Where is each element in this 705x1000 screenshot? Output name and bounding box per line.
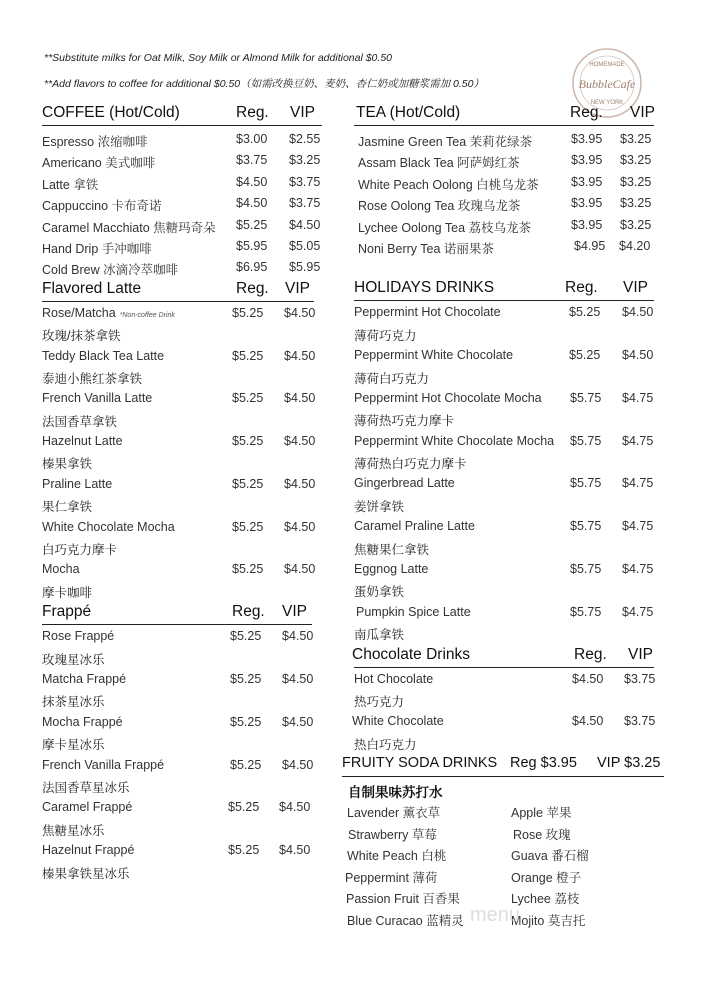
soda-flavor-right: Rose 玫瑰 — [513, 827, 571, 842]
item-name-text: Caramel Praline Latte — [354, 519, 475, 534]
item-name — [42, 153, 155, 171]
item-name — [42, 562, 80, 576]
item-vip-price: $3.75 — [624, 714, 656, 729]
soda-flavor-left: Peppermint 薄荷 — [345, 870, 438, 885]
item-name — [358, 218, 531, 236]
item-name — [358, 239, 494, 257]
item-name — [42, 391, 152, 405]
item-reg-price: $4.50 — [572, 671, 604, 686]
item-name-text: White Chocolate — [352, 714, 444, 729]
item-vip-price: $2.55 — [289, 132, 321, 146]
item-reg-price: $3.95 — [571, 217, 603, 232]
item-name — [354, 305, 501, 319]
item-name-text: Hazelnut Latte — [42, 434, 123, 449]
menu-item-row — [42, 431, 314, 452]
item-chinese-row — [354, 580, 654, 601]
item-vip-price: $4.50 — [622, 348, 654, 363]
item-reg-price: $5.75 — [570, 390, 602, 405]
soda-flavor-right: Mojito 莫吉托 — [511, 913, 586, 928]
menu-item-row — [42, 388, 314, 409]
item-reg-price: $3.95 — [571, 132, 603, 146]
item-name-text: Latte 拿铁 — [42, 177, 99, 192]
item-name-text: Rose Oolong Tea 玫瑰乌龙茶 — [358, 199, 521, 214]
item-reg-price: $3.00 — [236, 132, 268, 146]
menu-item-row — [42, 193, 322, 214]
item-chinese-name: 法国香草拿铁 — [42, 414, 118, 429]
item-name-text: Teddy Black Tea Latte — [42, 348, 165, 363]
menu-item-row — [42, 257, 322, 278]
item-vip-price: $3.75 — [624, 671, 656, 686]
item-reg-price: $5.75 — [570, 476, 602, 491]
item-name-text: Mocha Frappé — [42, 714, 123, 729]
item-name-text: Eggnog Latte — [354, 562, 429, 577]
item-vip-price: $4.50 — [289, 217, 321, 232]
item-chinese-row — [42, 819, 312, 840]
item-vip-price: $4.50 — [282, 714, 314, 729]
item-name — [356, 605, 471, 619]
add-flavor-note: **Add flavors to coffee for additional $0.50（如需改换豆奶、麦奶、杏仁奶或加糖浆需加 0.50） — [44, 78, 484, 90]
item-vip-price: $4.75 — [622, 519, 654, 534]
item-chinese-name: 热白巧克力 — [354, 737, 417, 752]
item-name-text: Hand Drip 手冲咖啡 — [42, 241, 152, 256]
holidays-vip-label: VIP — [623, 279, 648, 297]
item-chinese-name: 焦糖星冰乐 — [42, 823, 105, 838]
flavored-latte-header — [42, 279, 314, 302]
soda-flavor-left: Strawberry 草莓 — [348, 827, 437, 842]
item-vip-price: $4.75 — [622, 476, 654, 491]
item-vip-price: $4.50 — [279, 843, 311, 858]
item-name-text: Caramel Macchiato 焦糖玛奇朵 — [42, 220, 216, 235]
soda-subtitle: 自制果味苏打水 — [348, 785, 443, 801]
menu-item-row — [42, 626, 312, 647]
logo-bottom-text: NEW YORK — [590, 100, 624, 106]
soda-flavor-right: Apple 苹果 — [511, 806, 572, 821]
frappe-header — [42, 602, 312, 625]
item-chinese-row — [42, 495, 314, 516]
item-name-text: Cold Brew 冰滴冷萃咖啡 — [42, 263, 179, 278]
chocolate-title: Chocolate Drinks — [352, 645, 471, 663]
item-chinese-name: 泰迪小熊红茶拿铁 — [42, 371, 143, 386]
item-reg-price: $5.25 — [569, 348, 601, 363]
item-vip-price: $3.75 — [289, 196, 321, 211]
item-reg-price: $5.25 — [236, 217, 268, 232]
item-name-text: Praline Latte — [42, 476, 113, 491]
item-reg-price: $4.50 — [236, 196, 268, 211]
item-chinese-row — [42, 862, 312, 883]
item-chinese-name: 薄荷热巧克力摩卡 — [354, 414, 455, 429]
chocolate-header — [354, 645, 654, 668]
item-chinese-row — [42, 410, 314, 431]
menu-item-row — [42, 797, 312, 818]
item-vip-price: $4.50 — [284, 434, 316, 449]
item-chinese-row — [354, 733, 654, 754]
watermark: menu — [470, 904, 521, 926]
item-vip-price: $4.50 — [284, 476, 316, 491]
item-chinese-name: 南瓜拿铁 — [354, 628, 405, 643]
item-chinese-row — [42, 690, 312, 711]
menu-item-row — [42, 712, 312, 733]
item-vip-price: $5.95 — [289, 260, 321, 275]
menu-item-row — [354, 345, 654, 366]
item-reg-price: $5.25 — [569, 305, 601, 320]
item-name-text: Peppermint White Chocolate — [354, 348, 514, 363]
coffee-vip-label: VIP — [290, 104, 315, 121]
item-name-text: Rose Frappé — [42, 629, 115, 644]
item-name-text: Espresso 浓缩咖啡 — [42, 135, 148, 149]
item-name — [354, 434, 554, 448]
tea-vip-label: VIP — [630, 104, 655, 121]
coffee-list — [42, 126, 322, 279]
item-reg-price: $5.75 — [570, 604, 602, 619]
frappe-title: Frappé — [42, 603, 92, 621]
item-reg-price: $5.25 — [232, 434, 264, 449]
item-chinese-row — [42, 324, 314, 345]
item-reg-price: $3.95 — [571, 153, 603, 168]
soda-flavor-left: Blue Curacao 蓝精灵 — [347, 913, 464, 928]
menu-item-row — [42, 215, 322, 236]
flavored-latte-reg-label: Reg. — [236, 279, 269, 297]
tea-header — [354, 103, 654, 126]
soda-title: FRUITY SODA DRINKS — [342, 755, 498, 772]
right-column — [342, 103, 661, 930]
item-chinese-row — [42, 776, 312, 797]
coffee-section — [42, 103, 322, 279]
item-name-text: Mocha — [42, 562, 80, 577]
item-vip-price: $3.75 — [289, 174, 321, 189]
menu-item-row — [42, 755, 312, 776]
chocolate-reg-label: Reg. — [574, 645, 607, 663]
item-vip-price: $4.75 — [622, 433, 654, 448]
menu-item-row — [354, 711, 654, 732]
soda-flavor-row — [342, 844, 664, 866]
item-chinese-row — [42, 648, 312, 669]
item-vip-price: $4.50 — [284, 348, 316, 363]
holidays-header — [354, 278, 654, 301]
menu-item-row — [354, 172, 654, 193]
soda-vip-price: VIP $3.25 — [597, 755, 661, 772]
item-chinese-row — [42, 452, 314, 473]
item-reg-price: $5.75 — [570, 562, 602, 577]
logo-name: BubbleCafe — [578, 77, 636, 91]
menu-item-row — [354, 215, 654, 236]
item-name — [42, 843, 134, 857]
holidays-title: HOLIDAYS DRINKS — [354, 279, 495, 297]
menu-item-row — [354, 236, 654, 257]
item-reg-price: $5.25 — [228, 843, 260, 858]
item-reg-price: $5.25 — [230, 671, 262, 686]
item-vip-price: $4.50 — [284, 305, 316, 320]
item-name-text: Jasmine Green Tea 茉莉花绿茶 — [358, 135, 533, 149]
item-name — [42, 758, 164, 772]
item-note: *Non-coffee Drink — [119, 311, 175, 319]
soda-flavor-right: Orange 橙子 — [511, 870, 582, 885]
coffee-header — [42, 103, 322, 126]
item-name-text: Peppermint Hot Chocolate — [354, 305, 501, 320]
item-reg-price: $5.25 — [230, 714, 262, 729]
item-name — [42, 672, 126, 686]
item-name — [42, 306, 175, 320]
menu-item-row — [42, 236, 322, 257]
item-name-text: Peppermint Hot Chocolate Mocha — [354, 390, 542, 405]
item-name-text: Pumpkin Spice Latte — [356, 604, 471, 619]
item-chinese-name: 摩卡咖啡 — [42, 585, 93, 600]
holidays-list — [354, 301, 654, 644]
item-vip-price: $4.50 — [284, 562, 316, 577]
soda-flavor-right: Guava 番石榴 — [511, 849, 589, 864]
item-name — [42, 715, 123, 729]
soda-flavor-right: Lychee 荔枝 — [511, 892, 580, 907]
item-name — [42, 629, 114, 643]
item-chinese-name: 热巧克力 — [354, 694, 405, 709]
item-name — [42, 800, 132, 814]
item-chinese-name: 薄荷热白巧克力摩卡 — [354, 457, 467, 472]
item-name — [354, 348, 513, 362]
item-chinese-name: 果仁拿铁 — [42, 500, 93, 515]
item-reg-price: $5.25 — [230, 757, 262, 772]
item-vip-price: $4.50 — [284, 519, 316, 534]
menu-item-row — [42, 172, 322, 193]
item-name — [42, 239, 152, 257]
item-chinese-name: 薄荷白巧克力 — [354, 371, 430, 386]
menu-item-row — [354, 602, 654, 623]
item-name — [42, 260, 178, 278]
item-name — [354, 562, 428, 576]
item-name — [358, 132, 532, 150]
soda-flavor-row — [342, 866, 664, 888]
item-reg-price: $5.75 — [570, 519, 602, 534]
item-name-text: White Peach Oolong 白桃乌龙茶 — [358, 177, 539, 192]
item-chinese-name: 玫瑰星冰乐 — [42, 652, 105, 667]
item-reg-price: $5.25 — [232, 391, 264, 406]
item-vip-price: $4.50 — [282, 757, 314, 772]
item-chinese-row — [354, 324, 654, 345]
item-reg-price: $5.75 — [570, 433, 602, 448]
tea-reg-label: Reg. — [570, 104, 603, 121]
menu-item-row — [354, 516, 654, 537]
item-reg-price: $5.25 — [232, 562, 264, 577]
item-chinese-row — [42, 733, 312, 754]
menu-item-row — [42, 474, 314, 495]
flavored-latte-list — [42, 302, 314, 602]
item-reg-price: $4.95 — [574, 238, 606, 253]
menu-item-row — [42, 346, 314, 367]
item-chinese-name: 蛋奶拿铁 — [354, 585, 405, 600]
item-name-text: Gingerbread Latte — [354, 476, 455, 491]
item-name — [42, 218, 216, 236]
chocolate-list — [354, 668, 654, 755]
frappe-section — [42, 602, 312, 883]
item-chinese-name: 榛果拿铁星冰乐 — [42, 866, 130, 881]
menu-item-row — [354, 193, 654, 214]
coffee-title: COFFEE (Hot/Cold) — [42, 104, 180, 121]
item-vip-price: $3.25 — [289, 153, 321, 168]
item-name-text: Matcha Frappé — [42, 671, 127, 686]
flavored-latte-vip-label: VIP — [285, 279, 310, 297]
item-vip-price: $4.50 — [282, 629, 314, 644]
chocolate-vip-label: VIP — [628, 645, 653, 663]
menu-item-row — [42, 669, 312, 690]
holidays-section — [354, 278, 654, 644]
item-reg-price: $5.95 — [236, 238, 268, 253]
item-name-text: Hazelnut Frappé — [42, 843, 135, 858]
item-vip-price: $4.50 — [622, 305, 654, 320]
flavored-latte-section — [42, 279, 314, 602]
item-vip-price: $4.75 — [622, 390, 654, 405]
item-vip-price: $4.50 — [279, 800, 311, 815]
item-vip-price: $4.50 — [282, 671, 314, 686]
soda-reg-price: Reg $3.95 — [510, 755, 577, 772]
item-chinese-row — [42, 538, 314, 559]
item-chinese-name: 姜饼拿铁 — [354, 499, 405, 514]
item-reg-price: $3.95 — [571, 196, 603, 211]
item-reg-price: $5.25 — [232, 305, 264, 320]
frappe-vip-label: VIP — [282, 603, 307, 621]
tea-title: TEA (Hot/Cold) — [356, 104, 461, 121]
item-chinese-name: 榛果拿铁 — [42, 457, 93, 472]
item-name — [42, 349, 164, 363]
item-vip-price: $3.25 — [620, 196, 652, 211]
item-reg-price: $6.95 — [236, 260, 268, 275]
item-name-text: Noni Berry Tea 诺丽果茶 — [358, 241, 494, 256]
item-name-text: Hot Chocolate — [354, 671, 434, 686]
soda-flavor-left: White Peach 白桃 — [347, 849, 447, 864]
item-reg-price: $3.75 — [236, 153, 268, 168]
item-name — [354, 672, 433, 686]
item-chinese-name: 抹茶星冰乐 — [42, 695, 105, 710]
item-chinese-row — [354, 495, 654, 516]
item-chinese-row — [354, 452, 654, 473]
item-chinese-name: 薄荷巧克力 — [354, 328, 417, 343]
item-reg-price: $3.95 — [571, 174, 603, 189]
item-vip-price: $3.25 — [620, 174, 652, 189]
menu-item-row — [42, 303, 314, 324]
soda-header — [342, 754, 664, 777]
menu-item-row — [354, 431, 654, 452]
item-chinese-row — [354, 538, 654, 559]
item-chinese-row — [354, 409, 654, 430]
soda-flavor-row — [342, 801, 664, 823]
menu-item-row — [354, 302, 654, 323]
item-name — [358, 153, 520, 171]
menu-item-row — [42, 559, 314, 580]
item-chinese-row — [42, 367, 314, 388]
item-vip-price: $3.25 — [620, 132, 652, 146]
menu-item-row — [42, 150, 322, 171]
item-name — [42, 434, 123, 448]
item-name-text: Americano 美式咖啡 — [42, 156, 156, 171]
item-chinese-name: 法国香草星冰乐 — [42, 780, 130, 795]
item-name-text: French Vanilla Latte — [42, 391, 153, 406]
item-chinese-row — [42, 581, 314, 602]
item-reg-price: $5.25 — [228, 800, 260, 815]
flavored-latte-title: Flavored Latte — [42, 279, 142, 297]
tea-section — [354, 103, 654, 257]
item-name-text: Caramel Frappé — [42, 800, 133, 815]
frappe-reg-label: Reg. — [232, 603, 265, 621]
menu-item-row — [354, 150, 654, 171]
left-column — [42, 103, 322, 883]
tea-list — [354, 126, 654, 257]
chocolate-section — [354, 645, 654, 755]
item-reg-price: $4.50 — [236, 174, 268, 189]
item-reg-price: $5.25 — [232, 519, 264, 534]
item-name — [42, 175, 98, 193]
item-name — [42, 196, 162, 214]
item-vip-price: $4.75 — [622, 604, 654, 619]
soda-flavor-left: Lavender 薰衣草 — [347, 806, 441, 821]
item-name-text: Lychee Oolong Tea 荔枝乌龙茶 — [358, 220, 531, 235]
item-reg-price: $5.25 — [232, 348, 264, 363]
item-name-text: Rose/Matcha — [42, 305, 116, 320]
item-name-text: Cappuccino 卡布奇诺 — [42, 199, 162, 214]
item-name — [354, 519, 475, 533]
menu-item-row — [42, 517, 314, 538]
item-name — [354, 476, 455, 490]
item-vip-price: $4.50 — [284, 391, 316, 406]
item-reg-price: $5.25 — [232, 476, 264, 491]
menu-item-row — [354, 129, 654, 150]
item-vip-price: $5.05 — [289, 238, 321, 253]
item-vip-price: $3.25 — [620, 153, 652, 168]
item-chinese-name: 焦糖果仁拿铁 — [354, 542, 430, 557]
frappe-list — [42, 625, 312, 883]
menu-item-row — [354, 669, 654, 690]
holidays-reg-label: Reg. — [565, 279, 598, 297]
item-chinese-name: 摩卡星冰乐 — [42, 738, 105, 753]
item-vip-price: $4.75 — [622, 562, 654, 577]
item-reg-price: $4.50 — [572, 714, 604, 729]
item-name — [358, 175, 539, 193]
soda-flavor-row — [342, 823, 664, 845]
item-chinese-name: 白巧克力摩卡 — [42, 543, 118, 558]
item-chinese-name: 玫瑰/抹茶拿铁 — [42, 329, 121, 344]
soda-subtitle-row — [342, 777, 664, 801]
item-chinese-row — [354, 690, 654, 711]
menu-item-row — [42, 840, 312, 861]
item-name-text: Assam Black Tea 阿萨姆红茶 — [358, 156, 520, 171]
item-chinese-row — [354, 367, 654, 388]
menu-item-row — [354, 388, 654, 409]
item-name — [42, 520, 175, 534]
item-name-text: French Vanilla Frappé — [42, 757, 165, 772]
menu-item-row — [354, 559, 654, 580]
item-reg-price: $5.25 — [230, 629, 262, 644]
logo-top-text: HOMEMADE — [589, 62, 625, 68]
item-name — [42, 132, 148, 150]
soda-flavor-left: Passion Fruit 百香果 — [346, 892, 460, 907]
item-vip-price: $3.25 — [620, 217, 652, 232]
item-name — [352, 714, 444, 728]
item-name-text: White Chocolate Mocha — [42, 519, 175, 534]
menu-item-row — [354, 473, 654, 494]
item-chinese-row — [354, 623, 654, 644]
coffee-reg-label: Reg. — [236, 104, 269, 121]
item-name — [358, 196, 520, 214]
item-name-text: Peppermint White Chocolate Mocha — [354, 433, 555, 448]
item-vip-price: $4.20 — [619, 238, 651, 253]
item-name — [42, 477, 112, 491]
menu-item-row — [42, 129, 322, 150]
substitute-milk-note: **Substitute milks for Oat Milk, Soy Milk or Almond Milk for additional $0.50 — [44, 52, 392, 64]
item-name — [354, 391, 542, 405]
